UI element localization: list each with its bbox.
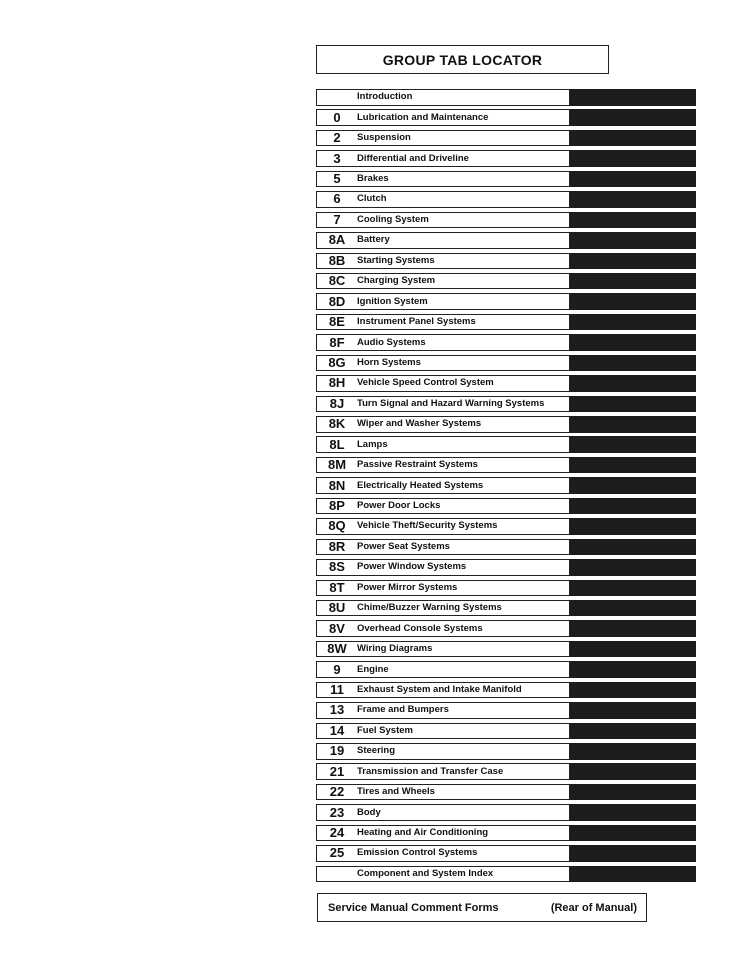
tab-label-box[interactable]: [316, 150, 570, 167]
tab-title: Body: [357, 806, 381, 818]
tab-number: 24: [329, 825, 345, 840]
tab-edge-marker: [570, 477, 696, 494]
tab-edge-marker: [570, 273, 696, 290]
tab-edge-marker: [570, 457, 696, 474]
tab-row[interactable]: [316, 539, 696, 556]
tab-title: Overhead Console Systems: [357, 622, 483, 634]
tab-row[interactable]: [316, 804, 696, 821]
tab-row[interactable]: [316, 212, 696, 229]
tab-edge-marker: [570, 191, 696, 208]
tab-edge-marker: [570, 539, 696, 556]
tab-number: 8J: [329, 395, 345, 411]
tab-number: 8H: [328, 375, 346, 391]
tab-label-box[interactable]: [316, 457, 570, 474]
tab-number: 8L: [329, 436, 345, 452]
tab-edge-marker: [570, 518, 696, 535]
tab-label-box[interactable]: [316, 661, 570, 678]
tab-title: Introduction: [357, 91, 413, 103]
tab-title: Steering: [357, 745, 396, 757]
tab-number: 8G: [328, 354, 346, 370]
tab-row[interactable]: [316, 723, 696, 740]
comment-forms-box[interactable]: [317, 893, 647, 922]
tab-list: [316, 89, 696, 886]
tab-title: Wiper and Washer Systems: [357, 418, 482, 430]
tab-row[interactable]: [316, 109, 696, 126]
comment-forms-location: (Rear of Manual): [550, 901, 637, 914]
tab-number: 2: [333, 130, 341, 146]
tab-title: Emission Control Systems: [357, 847, 478, 859]
tab-edge-marker: [570, 825, 696, 842]
tab-number: 11: [330, 681, 344, 697]
tab-edge-marker: [570, 723, 696, 740]
tab-row[interactable]: [316, 396, 696, 413]
tab-number: 8B: [328, 252, 346, 268]
tab-label-box[interactable]: [316, 171, 570, 188]
tab-number: 5: [333, 171, 341, 186]
tab-row[interactable]: [316, 580, 696, 597]
tab-number: 8W: [327, 641, 347, 657]
tab-row[interactable]: [316, 763, 696, 780]
tab-number: 8D: [328, 293, 346, 309]
tab-label-box[interactable]: [316, 518, 570, 535]
tab-title: Turn Signal and Hazard Warning Systems: [357, 397, 545, 409]
tab-number: 8F: [329, 334, 345, 350]
tab-number: 7: [333, 211, 341, 227]
tab-title: Vehicle Speed Control System: [357, 377, 494, 389]
tab-row[interactable]: [316, 825, 696, 842]
tab-label-box[interactable]: [316, 212, 570, 229]
tab-row[interactable]: [316, 253, 696, 270]
tab-label-box[interactable]: [316, 743, 570, 760]
tab-label-box[interactable]: [316, 825, 570, 842]
tab-edge-marker: [570, 130, 696, 147]
tab-title: Tires and Wheels: [357, 786, 435, 798]
tab-label-box[interactable]: [316, 293, 570, 310]
tab-number: 14: [329, 722, 345, 738]
tab-title: Audio Systems: [357, 336, 426, 348]
tab-number: 8V: [329, 620, 345, 636]
tab-label-box[interactable]: [316, 641, 570, 658]
tab-edge-marker: [570, 375, 696, 392]
tab-number: 25: [329, 845, 345, 861]
tab-row[interactable]: [316, 600, 696, 617]
tab-row[interactable]: [316, 743, 696, 760]
tab-edge-marker: [570, 150, 696, 167]
tab-label-box[interactable]: [316, 253, 570, 270]
tab-title: Suspension: [357, 132, 411, 144]
tab-label-box[interactable]: [316, 600, 570, 617]
tab-title: Power Seat Systems: [357, 540, 450, 552]
tab-number: 8R: [328, 538, 346, 554]
tab-title: Component and System Index: [357, 867, 494, 879]
tab-edge-marker: [570, 89, 696, 106]
tab-label-box[interactable]: [316, 723, 570, 740]
page-title: GROUP TAB LOCATOR: [316, 45, 609, 74]
tab-label-box[interactable]: [316, 109, 570, 126]
tab-label-box[interactable]: [316, 314, 570, 331]
tab-number: 8E: [329, 314, 345, 330]
tab-row[interactable]: [316, 293, 696, 310]
tab-row[interactable]: [316, 498, 696, 515]
tab-label-box[interactable]: [316, 89, 570, 106]
tab-title: Differential and Driveline: [357, 152, 469, 164]
tab-edge-marker: [570, 784, 696, 801]
tab-edge-marker: [570, 641, 696, 658]
tab-row[interactable]: [316, 436, 696, 453]
tab-row[interactable]: [316, 477, 696, 494]
tab-number: 13: [329, 702, 345, 718]
tab-title: Engine: [357, 663, 389, 675]
tab-number: 21: [329, 763, 345, 779]
tab-edge-marker: [570, 620, 696, 637]
tab-edge-marker: [570, 334, 696, 351]
tab-title: Power Mirror Systems: [357, 581, 458, 593]
tab-number: 9: [333, 661, 341, 677]
tab-row[interactable]: [316, 334, 696, 351]
tab-edge-marker: [570, 866, 696, 883]
tab-number: 8P: [329, 498, 345, 513]
tab-edge-marker: [570, 396, 696, 413]
tab-row[interactable]: [316, 559, 696, 576]
tab-edge-marker: [570, 171, 696, 188]
tab-edge-marker: [570, 109, 696, 126]
tab-number: 8N: [328, 477, 346, 493]
tab-label-box[interactable]: [316, 477, 570, 494]
tab-row[interactable]: [316, 845, 696, 862]
tab-edge-marker: [570, 498, 696, 515]
tab-row[interactable]: [316, 232, 696, 249]
tab-edge-marker: [570, 293, 696, 310]
tab-title: Brakes: [357, 173, 389, 184]
tab-title: Wiring Diagrams: [357, 643, 433, 655]
tab-title: Frame and Bumpers: [357, 704, 449, 716]
tab-row[interactable]: [316, 784, 696, 801]
tab-label-box[interactable]: [316, 498, 570, 515]
tab-edge-marker: [570, 253, 696, 270]
tab-number: 8Q: [328, 518, 346, 534]
tab-label-box[interactable]: [316, 763, 570, 780]
tab-row[interactable]: [316, 355, 696, 372]
tab-edge-marker: [570, 661, 696, 678]
tab-label-box[interactable]: [316, 620, 570, 637]
tab-title: Ignition System: [357, 295, 428, 307]
tab-title: Passive Restraint Systems: [357, 459, 478, 471]
tab-row[interactable]: [316, 518, 696, 535]
tab-label-box[interactable]: [316, 580, 570, 597]
tab-edge-marker: [570, 600, 696, 617]
tab-title: Clutch: [357, 193, 387, 205]
tab-label-box[interactable]: [316, 191, 570, 208]
tab-title: Charging System: [357, 275, 436, 287]
tab-label-box[interactable]: [316, 436, 570, 453]
tab-label-box[interactable]: [316, 784, 570, 801]
tab-label-box[interactable]: [316, 702, 570, 719]
tab-row[interactable]: [316, 702, 696, 719]
tab-title: Instrument Panel Systems: [357, 316, 476, 328]
tab-label-box[interactable]: [316, 273, 570, 290]
tab-label-box[interactable]: [316, 375, 570, 392]
tab-title: Lubrication and Maintenance: [357, 111, 489, 123]
tab-number: 8M: [327, 457, 347, 473]
tab-edge-marker: [570, 559, 696, 576]
tab-number: 8U: [328, 600, 346, 616]
tab-label-box[interactable]: [316, 539, 570, 556]
tab-row[interactable]: [316, 130, 696, 147]
tab-edge-marker: [570, 355, 696, 372]
tab-row[interactable]: [316, 661, 696, 678]
tab-row[interactable]: [316, 191, 696, 208]
tab-number: 3: [333, 150, 341, 166]
tab-row[interactable]: [316, 171, 696, 188]
tab-edge-marker: [570, 580, 696, 597]
tab-title: Battery: [357, 234, 390, 246]
tab-title: Starting Systems: [357, 254, 435, 266]
tab-edge-marker: [570, 763, 696, 780]
tab-row[interactable]: [316, 314, 696, 331]
tab-number: 8A: [328, 232, 346, 248]
tab-label-box[interactable]: [316, 416, 570, 433]
comment-forms-label: Service Manual Comment Forms: [328, 901, 499, 914]
tab-label-box[interactable]: [316, 232, 570, 249]
tab-title: Chime/Buzzer Warning Systems: [357, 602, 502, 614]
tab-row[interactable]: [316, 620, 696, 637]
tab-title: Power Door Locks: [357, 500, 441, 511]
tab-label-box[interactable]: [316, 559, 570, 576]
tab-edge-marker: [570, 416, 696, 433]
tab-title: Power Window Systems: [357, 561, 467, 573]
tab-row[interactable]: [316, 89, 696, 106]
tab-edge-marker: [570, 804, 696, 821]
tab-edge-marker: [570, 702, 696, 719]
tab-row[interactable]: [316, 416, 696, 433]
tab-edge-marker: [570, 436, 696, 453]
tab-title: Transmission and Transfer Case: [357, 765, 504, 777]
tab-label-box[interactable]: [316, 334, 570, 351]
tab-title: Lamps: [357, 438, 388, 450]
tab-edge-marker: [570, 314, 696, 331]
tab-label-box[interactable]: [316, 355, 570, 372]
tab-number: 6: [333, 191, 341, 207]
tab-number: 22: [329, 784, 345, 800]
tab-label-box[interactable]: [316, 130, 570, 147]
tab-number: 0: [333, 109, 341, 125]
tab-row[interactable]: [316, 682, 696, 699]
tab-title: Cooling System: [357, 213, 429, 225]
tab-edge-marker: [570, 212, 696, 229]
tab-title: Horn Systems: [357, 356, 421, 368]
tab-edge-marker: [570, 845, 696, 862]
tab-number: 8T: [329, 579, 345, 595]
tab-title: Vehicle Theft/Security Systems: [357, 520, 498, 532]
tab-edge-marker: [570, 682, 696, 699]
tab-row[interactable]: [316, 866, 696, 883]
tab-edge-marker: [570, 232, 696, 249]
tab-title: Exhaust System and Intake Manifold: [357, 683, 522, 695]
tab-title: Heating and Air Conditioning: [357, 827, 489, 838]
tab-number: 23: [329, 804, 345, 820]
tab-number: 8K: [328, 416, 346, 432]
tab-label-box[interactable]: [316, 396, 570, 413]
tab-row[interactable]: [316, 150, 696, 167]
tab-label-box[interactable]: [316, 866, 570, 883]
tab-number: 19: [329, 743, 345, 759]
tab-row[interactable]: [316, 273, 696, 290]
tab-number: 8S: [329, 559, 345, 575]
tab-row[interactable]: [316, 375, 696, 392]
tab-label-box[interactable]: [316, 845, 570, 862]
tab-row[interactable]: [316, 641, 696, 658]
tab-edge-marker: [570, 743, 696, 760]
tab-title: Fuel System: [357, 724, 413, 736]
tab-title: Electrically Heated Systems: [357, 479, 484, 491]
tab-number: 8C: [328, 273, 346, 289]
tab-label-box[interactable]: [316, 682, 570, 699]
tab-label-box[interactable]: [316, 804, 570, 821]
tab-row[interactable]: [316, 457, 696, 474]
